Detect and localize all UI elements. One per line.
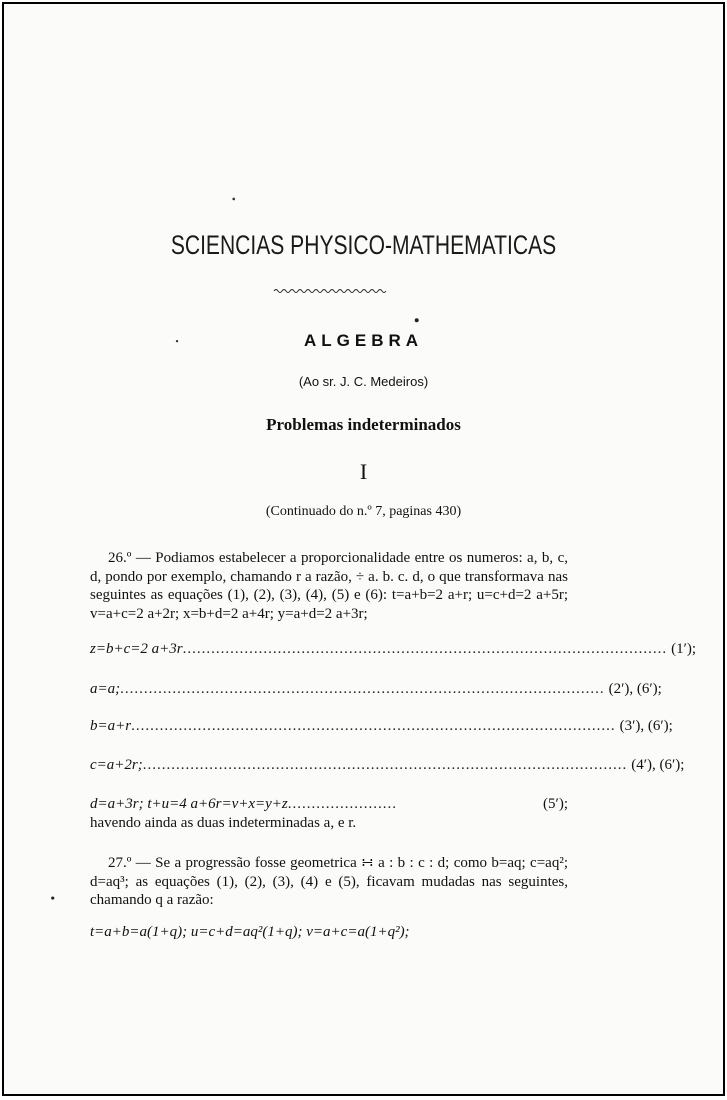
author-dedication: (Ao sr. J. C. Medeiros) xyxy=(298,374,429,389)
equation-line xyxy=(90,681,662,698)
paragraph-27-text: 27.º — Se a progressão fosse geometrica ∺ a : b : c : d; como b=aq; c=aq²; d=aq³; as equações (1), (2), (3), (4) e (5), ficavam mudadas nas seguintes, chamando q a razão: xyxy=(90,855,568,908)
page-title: SCIENCIAS PHYSICO-MATHEMATICAS xyxy=(170,230,557,260)
equation-line-z xyxy=(90,641,697,658)
continued-note: (Continuado do n.º 7, paginas 430) xyxy=(265,504,462,519)
subtitle: Problemas indeterminados xyxy=(266,415,461,434)
paragraph-26 xyxy=(90,549,568,623)
equation-lhs: b=a+r xyxy=(90,718,132,734)
equation-lhs: c=a+2r; xyxy=(90,757,143,773)
equation-line xyxy=(90,757,685,774)
equation-lhs: z=b+c=2 a+3r xyxy=(90,641,183,657)
paragraph-26-end xyxy=(90,814,568,833)
equation-ref: (5′); xyxy=(543,796,568,812)
leader-dots: ...................................................................................................... xyxy=(182,641,668,657)
leader-dots: ...................................................................................................... xyxy=(131,718,616,734)
equation-line-final: t=a+b=a(1+q); u=c+d=aq²(1+q); v=a+c=a(1+q²); xyxy=(90,924,410,940)
equation-ref: (3′), (6′); xyxy=(619,718,673,734)
leader-dots: ...................................................................................................... xyxy=(142,757,628,773)
equation-ref: (2′), (6′); xyxy=(608,681,662,697)
paragraph-26-end-text: havendo ainda as duas indeterminadas a, e r. xyxy=(90,815,357,831)
equation-ref: (1′); xyxy=(671,641,697,657)
page xyxy=(2,2,725,1096)
section-title: ALGEBRA xyxy=(303,331,424,350)
equation-lhs: a=a; xyxy=(90,681,121,697)
leader-dots: ....................... xyxy=(287,796,397,812)
paragraph-26-text: 26.º — Podiamos estabelecer a proporcionalidade entre os numeros: a, b, c, d, pondo por exemplo, chamando r a razão, ÷ a. b. c. d, o que transformava nas seguintes as equações (1), (2), (3), (4), (5) e (6): t=a+b=2 a+r; u=c+d=2 a+5r; v=a+c=2 a+2r; x=b+d=2 a+4r; y=a+d=2 a+3r; xyxy=(90,550,568,622)
leader-dots: ...................................................................................................... xyxy=(120,681,605,697)
equation-line xyxy=(90,796,568,813)
equation-line xyxy=(90,718,673,735)
equation-ref: (4′), (6′); xyxy=(631,757,685,773)
part-number: I xyxy=(359,459,368,484)
ornament-rule xyxy=(274,287,386,295)
paragraph-27 xyxy=(90,854,568,910)
equation-lhs: d=a+3r; t+u=4 a+6r=v+x=y+z xyxy=(90,796,288,812)
